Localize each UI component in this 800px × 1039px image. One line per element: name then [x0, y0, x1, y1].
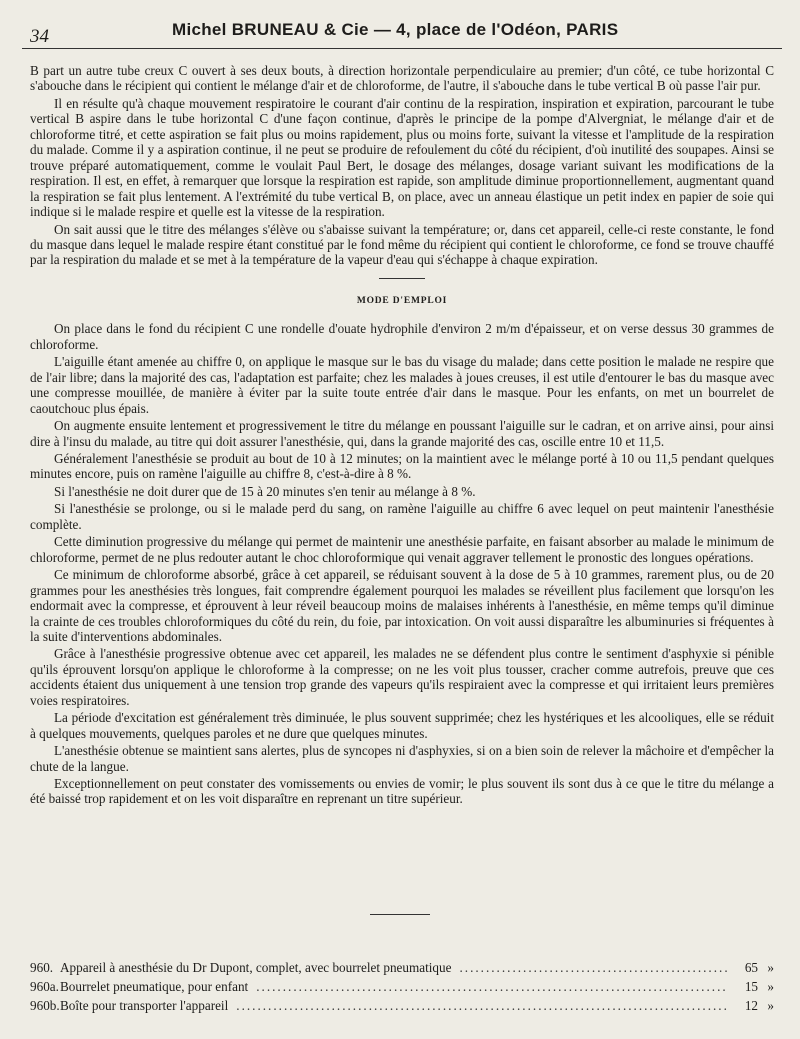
mode-paragraph: On augmente ensuite lentement et progressivement le titre du mélange en poussant l'aiguille sur le cadran, et on arrive ainsi, pour ainsi dire à l'insu du malade, au titre qui doit assurer l'anesthésie, qui, dans la grande majorité des cas, oscille entre 10 et 11,5. [30, 418, 774, 449]
mode-paragraph: Grâce à l'anesthésie progressive obtenue avec cet appareil, les malades ne se défendent plus contre le sentiment d'asphyxie si pénible qu'ils éprouvent lorsqu'on applique le chloroforme à la compresse; on ne les voit plus tousser, cracher comme autrefois, preuve que ces accidents étaient dus uniquement à une tension trop grande des vapeurs qu'ils respiraient avec la compresse et qui irritaient leurs premières voies respiratoires. [30, 646, 774, 708]
mode-paragraph: L'aiguille étant amenée au chiffre 0, on applique le masque sur le bas du visage du malade; dans cette position le malade ne respire que de l'air libre; dans la majorité des cas, l'adaptation est parfaite; chez les malades à joues creuses, il est utile d'entourer le bas du masque avec une compresse mouillée, de manière à éviter par la suite toute entrée d'air dans le masque. Pour les enfants, on met un bourrelet de caoutchouc plus épais. [30, 354, 774, 416]
item-code: 960. [30, 960, 54, 975]
intro-paragraph: Il en résulte qu'à chaque mouvement respiratoire le courant d'air continu de la respiration, inspiration et expiration, parcourant le tube vertical B aspire dans le tube horizontal C d'une façon continue, d'après le principe de la pompe d'Alvergniat, le mélange d'air et de chloroforme titré, et cette aspiration se fait plus ou moins rapidement, plus ou moins forte, suivant la vitesse et l'amplitude de la respiration du malade. Comme il y a aspiration continue, il ne peut se produire de refoulement du côté du récipient, d'où inutilité des soupapes. Ainsi se trouve préparé automatiquement, comme le voulait Paul Bert, le dosage des mélanges, dosage variant suivant les modifications de la respiration. Il est, en effet, à remarquer que lorsque la respiration est rapide, son amplitude diminue proportionnellement, augmentant quand la respiration se fait plus lentement. A l'extrémité du tube vertical B, on place, avec un anneau élastique un petit index en papier de soie qui indique si le malade respire et quelle est la vitesse de la respiration. [30, 95, 774, 220]
item-code: 960a. [30, 979, 59, 994]
mode-paragraph: On place dans le fond du récipient C une rondelle d'ouate hydrophile d'environ 2 m/m d'épaisseur, et on verse dessus 30 grammes de chloroforme. [30, 321, 774, 352]
mode-paragraph: Exceptionnellement on peut constater des vomissements ou envies de vomir; le plus souvent ils sont dus à ce que le titre du mélange a été baissé trop rapidement et on les voit disparaître en reprenant un titre supérieur. [30, 776, 774, 807]
mode-paragraph: Ce minimum de chloroforme absorbé, grâce à cet appareil, se réduisant souvent à la dose de 5 à 10 grammes, rarement plus, ou de 20 grammes pour les anesthésies très longues, fait comprendre également pourquoi les malades se réveillent plus facilement que lorsqu'on les endormait avec la compresse, et éprouvent à leur réveil beaucoup moins de malaises inhérents à l'anesthésie, en même temps qu'il diminue la crainte de ces troubles chloroformiques du côté du rein, du foie, par intoxication. On voit aussi disparaître les albuminuries si fréquentes à la suite d'interventions abdominales. [30, 567, 774, 644]
item-price: 12 [744, 998, 758, 1013]
mode-paragraph: L'anesthésie obtenue se maintient sans alertes, plus de syncopes ni d'asphyxies, si on a bien soin de relever la mâchoire et d'empêcher la chute de la langue. [30, 743, 774, 774]
leader-dots [459, 960, 728, 976]
page-number: 34 [30, 26, 49, 47]
item-description: Bourrelet pneumatique, pour enfant [60, 979, 249, 994]
item-price: 65 [744, 960, 758, 975]
intro-paragraph: On sait aussi que le titre des mélanges s'élève ou s'abaisse suivant la température; or, dans cet appareil, celle-ci reste constante, le fond du masque dans lequel le malade respire étant constitué par le fond même du récipient qui contient le chloroforme, ce fond se trouve chauffé par la respiration du malade et se met à la température de la vapeur d'eau qui s'échappe à chaque expiration. [30, 221, 774, 268]
item-code: 960b. [30, 998, 60, 1013]
price-list [30, 960, 774, 1017]
header-title: Michel BRUNEAU & Cie — 4, place de l'Odéon, PARIS [172, 20, 619, 39]
item-description: Appareil à anesthésie du Dr Dupont, complet, avec bourrelet pneumatique [60, 960, 452, 975]
section-divider [370, 914, 430, 915]
mode-paragraph: Cette diminution progressive du mélange qui permet de maintenir une anesthésie parfaite, en faisant absorber au malade le minimum de chloroforme, permet de ne plus redouter autant le choc chloroformique qui venait aggraver tellement le pronostic des longues opérations. [30, 534, 774, 565]
intro-paragraph: B part un autre tube creux C ouvert à ses deux bouts, à direction horizontale perpendiculaire au premier; d'un côté, ce tube horizontal C s'abouche dans le récipient qui contient le mélange d'air et de chloroforme, de l'autre, il s'abouche dans le tube vertical B où passe l'air pur. [30, 63, 774, 94]
item-price-unit: » [767, 979, 774, 994]
leader-dots [256, 979, 728, 995]
page-header [22, 18, 782, 49]
item-price-unit: » [767, 960, 774, 975]
item-price-unit: » [767, 998, 774, 1013]
leader-dots [236, 998, 728, 1014]
price-item [30, 960, 774, 979]
price-item [30, 998, 774, 1017]
mode-paragraph: Généralement l'anesthésie se produit au bout de 10 à 12 minutes; on la maintient avec le mélange porté à 10 ou 11,5 pendant quelques minutes encore, puis on ramène l'aiguille au chiffre 8, c'est-à-dire à 8 %. [30, 450, 774, 482]
mode-paragraph: Si l'anesthésie se prolonge, ou si le malade perd du sang, on ramène l'aiguille au chiffre 6 avec lequel on peut maintenir l'anesthésie complète. [30, 501, 774, 532]
body-text [30, 63, 774, 809]
section-heading: MODE D'EMPLOI [30, 278, 774, 309]
mode-paragraph: Si l'anesthésie ne doit durer que de 15 à 20 minutes s'en tenir au mélange à 8 %. [54, 483, 476, 499]
price-item [30, 979, 774, 998]
mode-paragraph: La période d'excitation est généralement très diminuée, le plus souvent supprimée; chez les hystériques et les alcooliques, elle se réduit à quelques mouvements, quelques paroles et ne dure que quelques minutes. [30, 710, 774, 741]
item-description: Boîte pour transporter l'appareil [60, 998, 229, 1013]
item-price: 15 [744, 979, 758, 994]
